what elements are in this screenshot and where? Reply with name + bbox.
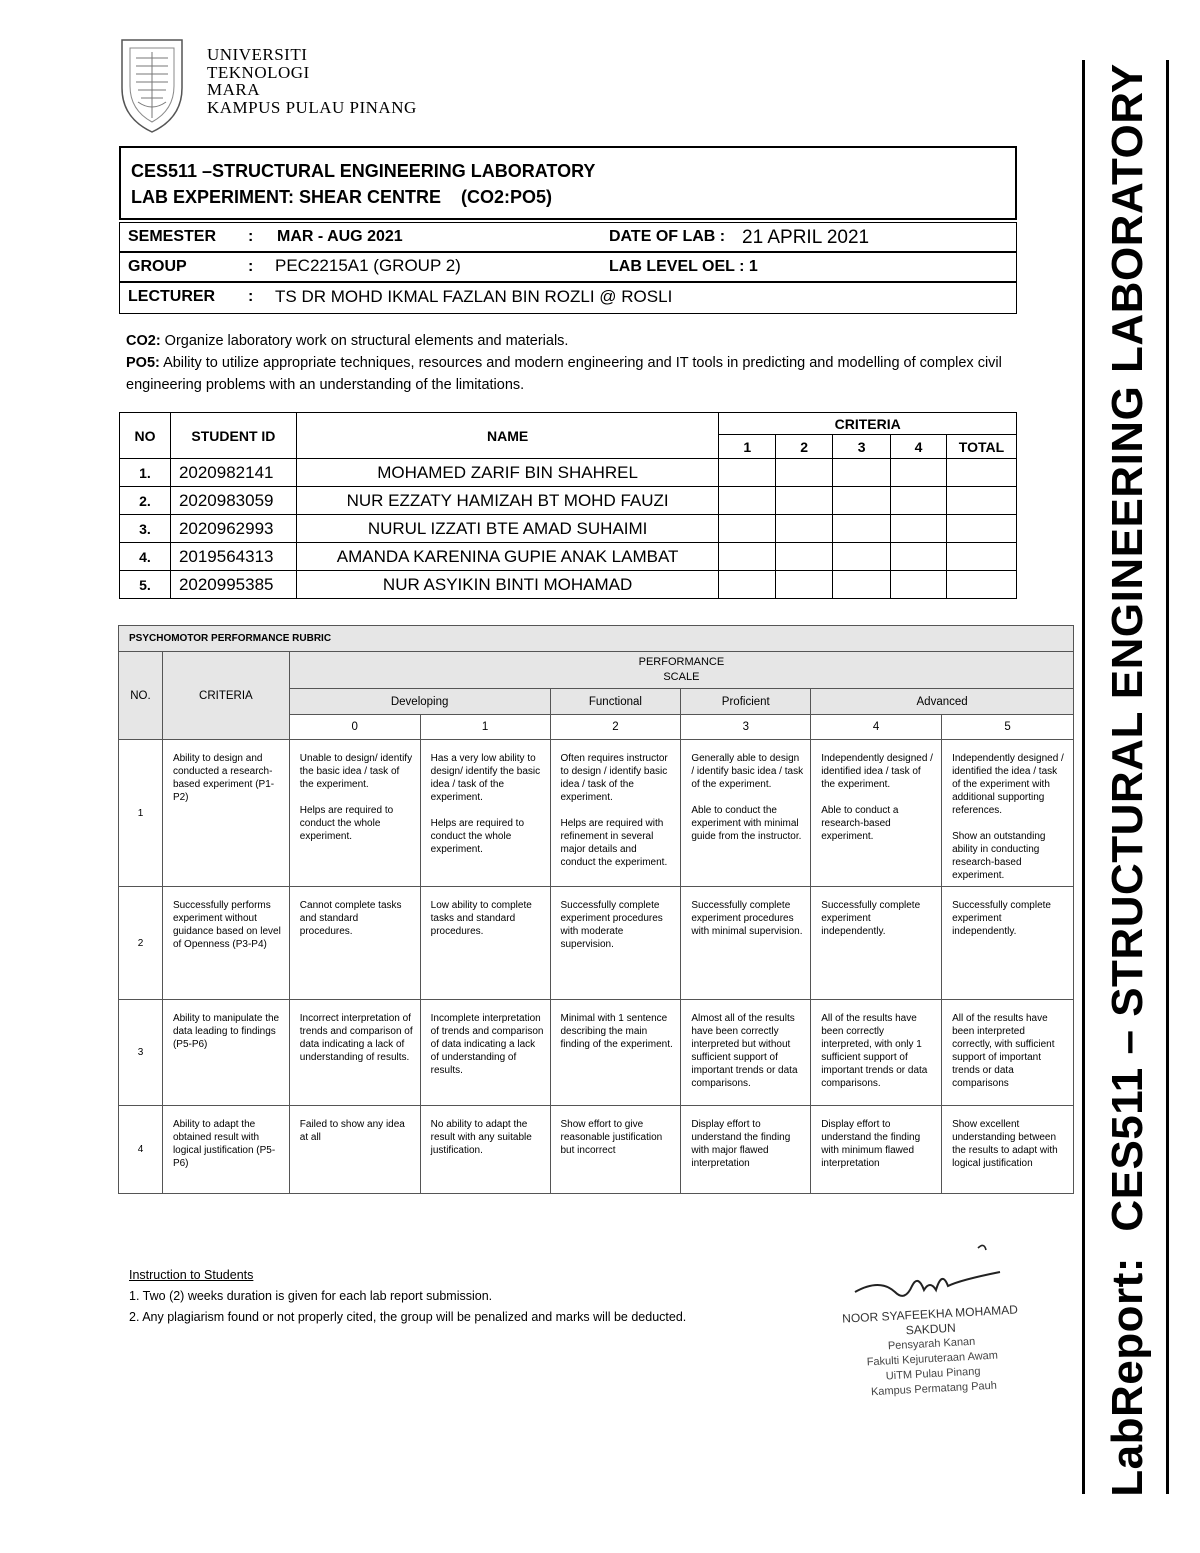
instruction-item: 1. Two (2) weeks duration is given for each lab report submission. bbox=[129, 1289, 493, 1303]
student-id: 2020995385 bbox=[170, 571, 296, 599]
instructions-title: Instruction to Students bbox=[129, 1268, 254, 1282]
score-cell bbox=[833, 487, 891, 515]
student-name: NURUL IZZATI BTE AMAD SUHAIMI bbox=[296, 515, 718, 543]
student-no: 4. bbox=[120, 543, 171, 571]
rubric-descriptor: Successfully complete experiment procedures with moderate supervision. bbox=[550, 887, 681, 1000]
score-cell bbox=[719, 571, 776, 599]
rubric-descriptor: No ability to adapt the result with any suitable justification. bbox=[420, 1106, 550, 1194]
score-cell bbox=[891, 515, 947, 543]
score-cell bbox=[946, 487, 1016, 515]
lecturer-label: LECTURER bbox=[128, 288, 216, 305]
rubric-criteria: Ability to manipulate the data leading to findings (P5-P6) bbox=[162, 1000, 289, 1106]
score-cell bbox=[946, 515, 1016, 543]
course-outcomes bbox=[126, 330, 1016, 396]
rubric-descriptor: Show effort to give reasonable justification but incorrect bbox=[550, 1106, 681, 1194]
rubric-descriptor: Cannot complete tasks and standard procedures. bbox=[289, 887, 420, 1000]
university-line: TEKNOLOGI bbox=[207, 62, 310, 82]
rubric-descriptor: Successfully complete experiment procedures with minimal supervision. bbox=[681, 887, 811, 1000]
rubric-criteria: Ability to design and conducted a research- based experiment (P1-P2) bbox=[162, 740, 289, 887]
stamp-line: Pensyarah Kanan bbox=[887, 1335, 976, 1353]
semester-row bbox=[119, 222, 1017, 252]
header-name: NAME bbox=[296, 413, 718, 459]
university-name bbox=[207, 46, 417, 116]
university-line: KAMPUS PULAU PINANG bbox=[207, 97, 417, 117]
score-cell bbox=[776, 543, 833, 571]
student-id: 2020983059 bbox=[170, 487, 296, 515]
lecturer-row bbox=[119, 282, 1017, 314]
po5-label: PO5: bbox=[126, 355, 160, 371]
student-row bbox=[120, 487, 1017, 515]
rubric-descriptor: Independently designed / identified the idea / task of the experiment with additional supporting references. Show an outstanding ability in conducting research-based experiment. bbox=[942, 740, 1074, 887]
stamp-line: UiTM Pulau Pinang bbox=[885, 1365, 981, 1383]
student-no: 2. bbox=[120, 487, 171, 515]
instructions bbox=[129, 1265, 686, 1328]
header-criteria: CRITERIA bbox=[719, 413, 1017, 435]
rubric-descriptor: Low ability to complete tasks and standard procedures. bbox=[420, 887, 550, 1000]
rubric-descriptor: Independently designed / identified idea / task of the experiment. Able to conduct a research-based experiment. bbox=[811, 740, 942, 887]
lecturer-value: TS DR MOHD IKMAL FAZLAN BIN ROZLI @ ROSLI bbox=[275, 287, 673, 306]
university-line: MARA bbox=[207, 80, 261, 99]
instruction-item: 2. Any plagiarism found or not properly cited, the group will be penalized and marks will be deducted. bbox=[129, 1310, 687, 1324]
stamp-name: NOOR SYAFEEKHA MOHAMAD SAKDUN bbox=[841, 1302, 1019, 1338]
score-cell bbox=[776, 571, 833, 599]
colon: : bbox=[248, 228, 254, 245]
group-row bbox=[119, 252, 1017, 282]
rubric-row bbox=[119, 1106, 1074, 1194]
rubric-table bbox=[118, 625, 1074, 1194]
score-cell bbox=[891, 543, 947, 571]
date-value: 21 APRIL 2021 bbox=[742, 227, 870, 248]
student-no: 5. bbox=[120, 571, 171, 599]
score-cell bbox=[719, 543, 776, 571]
side-title: LabReport: CES511 – STRUCTURAL ENGINEERING LABORATORY bbox=[1103, 63, 1152, 1497]
rubric-row-no: 3 bbox=[119, 1000, 163, 1106]
score-cell bbox=[833, 515, 891, 543]
co2-text: Organize laboratory work on structural elements and materials. bbox=[160, 333, 569, 349]
student-no: 1. bbox=[120, 459, 171, 487]
rubric-descriptor: Failed to show any idea at all bbox=[289, 1106, 420, 1194]
student-name: AMANDA KARENINA GUPIE ANAK LAMBAT bbox=[296, 543, 718, 571]
level-advanced: Advanced bbox=[811, 689, 1074, 715]
rubric-row-no: 2 bbox=[119, 887, 163, 1000]
score-4: 4 bbox=[811, 715, 942, 740]
rubric-descriptor: All of the results have been interpreted correctly, with sufficient support of important trends or data comparisons bbox=[942, 1000, 1074, 1106]
rubric-descriptor: Successfully complete experiment independently. bbox=[811, 887, 942, 1000]
group-value: PEC2215A1 (GROUP 2) bbox=[275, 256, 461, 275]
score-cell bbox=[891, 459, 947, 487]
score-cell bbox=[719, 459, 776, 487]
student-name: MOHAMED ZARIF BIN SHAHREL bbox=[296, 459, 718, 487]
uitm-logo bbox=[116, 38, 188, 134]
student-row bbox=[120, 571, 1017, 599]
score-cell bbox=[776, 459, 833, 487]
co2-label: CO2: bbox=[126, 333, 161, 349]
rubric-descriptor: Has a very low ability to design/ identify the basic idea / task of the experiment. Helps are required to conduct the whole experiment. bbox=[420, 740, 550, 887]
colon: : bbox=[248, 258, 254, 275]
student-name: NUR EZZATY HAMIZAH BT MOHD FAUZI bbox=[296, 487, 718, 515]
score-1: 1 bbox=[420, 715, 550, 740]
rubric-descriptor: Minimal with 1 sentence describing the main finding of the experiment. bbox=[550, 1000, 681, 1106]
rubric-descriptor: All of the results have been correctly interpreted, with only 1 sufficient support of important trends or data comparisons. bbox=[811, 1000, 942, 1106]
header-criteria-4: 4 bbox=[891, 435, 947, 459]
course-title-box bbox=[119, 146, 1017, 220]
rubric-row-no: 1 bbox=[119, 740, 163, 887]
header-criteria-2: 2 bbox=[776, 435, 833, 459]
scale-label: SCALE bbox=[663, 671, 700, 683]
students-table bbox=[119, 412, 1017, 599]
rubric-descriptor: Successfully complete experiment independently. bbox=[942, 887, 1074, 1000]
side-rule bbox=[1166, 60, 1169, 1494]
course-title: CES511 –STRUCTURAL ENGINEERING LABORATORY bbox=[131, 161, 596, 181]
rubric-criteria: Successfully performs experiment without guidance based on level of Openness (P3-P4) bbox=[162, 887, 289, 1000]
score-3: 3 bbox=[681, 715, 811, 740]
official-stamp bbox=[830, 1302, 1034, 1402]
rubric-header-performance bbox=[289, 652, 1073, 689]
header-total: TOTAL bbox=[946, 435, 1016, 459]
rubric-header-criteria: CRITERIA bbox=[162, 652, 289, 740]
rubric-row bbox=[119, 887, 1074, 1000]
rubric-title: PSYCHOMOTOR PERFORMANCE RUBRIC bbox=[119, 626, 1074, 652]
rubric-descriptor: Display effort to understand the finding with major flawed interpretation bbox=[681, 1106, 811, 1194]
level-functional: Functional bbox=[550, 689, 681, 715]
score-cell bbox=[946, 459, 1016, 487]
rubric-header-no: NO. bbox=[119, 652, 163, 740]
student-row bbox=[120, 515, 1017, 543]
rubric-descriptor: Almost all of the results have been correctly interpreted but without sufficient support of important trends or data comparisons. bbox=[681, 1000, 811, 1106]
header-no: NO bbox=[120, 413, 171, 459]
stamp-line: Kampus Permatang Pauh bbox=[870, 1379, 998, 1399]
header-student-id: STUDENT ID bbox=[170, 413, 296, 459]
score-cell bbox=[946, 543, 1016, 571]
university-line: UNIVERSITI bbox=[207, 45, 308, 64]
score-cell bbox=[833, 543, 891, 571]
semester-value: MAR - AUG 2021 bbox=[277, 228, 403, 245]
experiment-title: LAB EXPERIMENT: SHEAR CENTRE (CO2:PO5) bbox=[131, 187, 553, 207]
rubric-descriptor: Display effort to understand the finding with minimum flawed interpretation bbox=[811, 1106, 942, 1194]
performance-label: PERFORMANCE bbox=[638, 656, 725, 668]
rubric-descriptor: Often requires instructor to design / identify basic idea / task of the experiment. Helps are required with refinement in several major details and conduct the experiment. bbox=[550, 740, 681, 887]
score-cell bbox=[833, 571, 891, 599]
colon: : bbox=[248, 288, 254, 305]
level-proficient: Proficient bbox=[681, 689, 811, 715]
score-cell bbox=[891, 571, 947, 599]
score-cell bbox=[833, 459, 891, 487]
rubric-descriptor: Incorrect interpretation of trends and comparison of data indicating a lack of understanding of results. bbox=[289, 1000, 420, 1106]
score-2: 2 bbox=[550, 715, 681, 740]
header-criteria-1: 1 bbox=[719, 435, 776, 459]
rubric-descriptor: Incomplete interpretation of trends and comparison of data indicating a lack of understanding of results. bbox=[420, 1000, 550, 1106]
student-id: 2020982141 bbox=[170, 459, 296, 487]
lab-level: LAB LEVEL OEL : 1 bbox=[609, 258, 758, 275]
student-name: NUR ASYIKIN BINTI MOHAMAD bbox=[296, 571, 718, 599]
rubric-row bbox=[119, 740, 1074, 887]
score-cell bbox=[946, 571, 1016, 599]
rubric-descriptor: Show excellent understanding between the results to adapt with logical justification bbox=[942, 1106, 1074, 1194]
student-id: 2020962993 bbox=[170, 515, 296, 543]
group-label: GROUP bbox=[128, 258, 187, 275]
score-5: 5 bbox=[942, 715, 1074, 740]
rubric-row-no: 4 bbox=[119, 1106, 163, 1194]
student-row bbox=[120, 543, 1017, 571]
score-cell bbox=[891, 487, 947, 515]
student-id: 2019564313 bbox=[170, 543, 296, 571]
header-criteria-3: 3 bbox=[833, 435, 891, 459]
score-cell bbox=[776, 515, 833, 543]
rubric-row bbox=[119, 1000, 1074, 1106]
rubric-descriptor: Generally able to design / identify basic idea / task of the experiment. Able to conduct the experiment with minimal guide from the instructor. bbox=[681, 740, 811, 887]
date-label: DATE OF LAB : bbox=[609, 228, 726, 245]
stamp-line: Fakulti Kejuruteraan Awam bbox=[866, 1349, 999, 1369]
score-cell bbox=[776, 487, 833, 515]
rubric-criteria: Ability to adapt the obtained result with logical justification (P5-P6) bbox=[162, 1106, 289, 1194]
student-no: 3. bbox=[120, 515, 171, 543]
level-developing: Developing bbox=[289, 689, 550, 715]
score-cell bbox=[719, 515, 776, 543]
score-cell bbox=[719, 487, 776, 515]
student-row bbox=[120, 459, 1017, 487]
rubric-descriptor: Unable to design/ identify the basic idea / task of the experiment. Helps are required to conduct the whole experiment. bbox=[289, 740, 420, 887]
score-0: 0 bbox=[289, 715, 420, 740]
semester-label: SEMESTER bbox=[128, 228, 217, 245]
side-rule bbox=[1082, 60, 1085, 1494]
po5-text: Ability to utilize appropriate techniques, resources and modern engineering and IT tools in predicting and modelling of complex civil engineering problems with an understanding of the limitations. bbox=[126, 355, 1002, 393]
